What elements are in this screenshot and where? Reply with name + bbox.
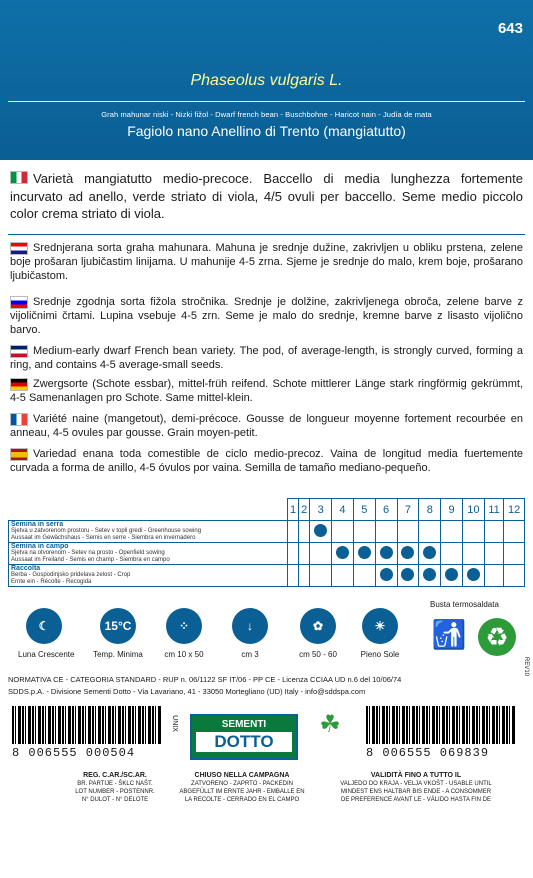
revision-code: REV10	[523, 656, 529, 676]
month-cell: 3	[310, 499, 332, 521]
divider	[8, 234, 525, 235]
description-es: Variedad enana toda comestible de ciclo medio-precoz. Vaina de longitud media fuertemente curvada a forma de anillo, 4-5 óvulos por vaina. Semilla de tamaño mediano-pequeño.	[10, 448, 523, 474]
icon-group: ↓ cm 3	[224, 608, 276, 659]
active-month-dot	[314, 524, 327, 537]
barcode-left: 8 006555 000504	[12, 706, 162, 762]
moon-icon: ☾	[26, 608, 62, 644]
calendar-cell	[310, 521, 332, 543]
active-month-dot	[336, 546, 349, 559]
calendar-cell	[463, 543, 485, 565]
active-month-dot	[401, 568, 414, 581]
month-cell: 9	[441, 499, 463, 521]
calendar-cell	[353, 565, 375, 587]
barcode-bars	[12, 706, 162, 744]
active-month-dot	[358, 546, 371, 559]
sementi-dotto-logo: SEMENTI DOTTO	[190, 714, 298, 760]
unix-label: UNIX	[170, 715, 178, 732]
calendar-cell	[299, 565, 310, 587]
month-cell: 6	[375, 499, 397, 521]
icon-group: ✿ cm 50 - 60	[292, 608, 344, 659]
barcode-right: 8 006555 069839	[366, 706, 516, 762]
calendar-cell	[419, 543, 441, 565]
calendar-cell	[397, 565, 419, 587]
translated-names: Grah mahunar niski - Nizki fižol - Dwarf french bean - Buschbohne - Haricot nain - Judía de mata	[101, 110, 432, 119]
clover-certification-icon: ☘	[319, 711, 341, 738]
calendar-cell	[484, 543, 503, 565]
temperature-icon: 15°C	[100, 608, 136, 644]
active-month-dot	[423, 568, 436, 581]
legal-info: NORMATIVA CE - CATEGORIA STANDARD - RUP n. 06/1122 SF IT/06 - PP CE - Licenza CCIAA UD n.6 del 10/06/74 SDDS.p.A. - Divisione Sementi Dotto - Via Lavariano, 41 - 33050 Mortegliano (UD) Italy - info@sddspa.com	[8, 675, 402, 696]
description-hr: Srednjerana sorta graha mahunara. Mahuna je srednje dužine, zakrivljen u obliku prstena, zelene boje prošaran ljubičastim linijama. U mahunije 4-5 zrna. Sjeme je srednje do malo, krem boje, prošarano ljubičastom.	[10, 242, 523, 282]
calendar-cell	[288, 543, 299, 565]
footer-packed: CHIUSO NELLA CAMPAGNA ZATVORENO - ZAPRTO - PACKEDIN ABGEFÜLLT IM ERNTE JAHR - EMBALLE EN LA RECOLTE - CERRADO EN EL CAMPO	[179, 772, 305, 803]
flag-si-icon	[10, 296, 28, 309]
month-cell: 10	[463, 499, 485, 521]
calendar-header	[9, 499, 525, 521]
month-cell: 1	[288, 499, 299, 521]
active-month-dot	[380, 546, 393, 559]
month-cell: 11	[484, 499, 503, 521]
calendar-cell	[504, 565, 525, 587]
flag-it-icon	[10, 171, 28, 184]
active-month-dot	[380, 568, 393, 581]
calendar-cell	[419, 565, 441, 587]
calendar-cell	[332, 521, 354, 543]
depth-icon: ↓	[232, 608, 268, 644]
active-month-dot	[445, 568, 458, 581]
calendar-cell	[463, 521, 485, 543]
flag-hr-icon	[10, 242, 28, 255]
calendar-cell	[397, 521, 419, 543]
recycle-icon: ♻	[478, 618, 516, 656]
flag-en-icon	[10, 345, 28, 358]
calendar-cell	[484, 521, 503, 543]
calendar-cell	[299, 521, 310, 543]
flag-de-icon	[10, 378, 28, 391]
sun-icon: ☀	[362, 608, 398, 644]
harvest-days-icon: ✿	[300, 608, 336, 644]
calendar-cell	[484, 565, 503, 587]
calendar-cell	[332, 543, 354, 565]
calendar-cell	[397, 543, 419, 565]
header	[0, 0, 533, 160]
calendar-row-harvest: Raccolta Berba - Gospodinjsko pridelava zelost - Crop Ernte ein - Récolte - Recogida	[9, 565, 525, 587]
calendar-cell	[310, 543, 332, 565]
flag-fr-icon	[10, 413, 28, 426]
common-name: Fagiolo nano Anellino di Trento (mangiatutto)	[127, 123, 406, 139]
description-it: Varietà mangiatutto medio-precoce. Baccello di media lunghezza fortemente incurvato ad anello, verde striato di viola, 4/5 ovuli per baccello. Seme medio piccolo color crema striato di viola.	[10, 171, 523, 221]
active-month-dot	[423, 546, 436, 559]
description-de: Zwergsorte (Schote essbar), mittel-früh reifend. Schote mittlerer Länge stark ringförmig gekrümmt, 4-5 Samenanlagen pro Schote. Same mittel-klein.	[10, 378, 523, 404]
description-si: Srednje zgodnja sorta fižola stročnika. Srednje je dolžine, zakrivljenega obroča, zelene barve z vijoličnimi črtami. Lupina vsebuje 4-5 zrn. Seme je malo do srednje, kremne barve z lisasto vijolično barvo.	[10, 296, 523, 336]
description-fr: Variété naine (mangetout), demi-précoce. Gousse de longueur moyenne fortement recourbée en anneau, 4-5 ovules par gousse. Grain moyen-petit.	[10, 413, 523, 439]
calendar-cell	[353, 521, 375, 543]
active-month-dot	[401, 546, 414, 559]
sowing-calendar	[8, 498, 525, 587]
calendar-row-greenhouse: Semina in serra Sjetva u zatvorenom prostoru - Setev v topli gredi - Greenhouse sowing Aussaat im Gewächshaus - Semis en serre - Siembra en invernadero	[9, 521, 525, 543]
calendar-cell	[441, 543, 463, 565]
latin-name: Phaseolus vulgaris L.	[190, 72, 343, 89]
calendar-cell	[288, 565, 299, 587]
month-cell: 5	[353, 499, 375, 521]
calendar-cell	[310, 565, 332, 587]
calendar-cell	[375, 521, 397, 543]
calendar-cell	[332, 565, 354, 587]
spacing-icon: ⁘	[166, 608, 202, 644]
calendar-cell	[353, 543, 375, 565]
icon-group: 15°C Temp. Minima	[92, 608, 144, 659]
calendar-row-openfield: Semina in campo Sjetva na otvorenom - Setev na prosto - Openfield sowing Aussaat im Freiland - Semis en champ - Siembra en campo	[9, 543, 525, 565]
icon-group: ☾ Luna Crescente	[18, 608, 70, 659]
month-cell: 8	[419, 499, 441, 521]
description-en: Medium-early dwarf French bean variety. The pod, of average-length, is strongly curved, forming a ring, and contains 4-5 average-small seeds.	[10, 345, 523, 371]
barcode-bars	[366, 706, 516, 744]
icon-group: ⁘ cm 10 x 50	[158, 608, 210, 659]
calendar-cell	[375, 565, 397, 587]
calendar-cell	[504, 521, 525, 543]
recycle-person-icon: 🚮	[431, 619, 467, 650]
footer-lot: REG. C.AR./SC.AR. BR. PARTIJE - ŠKLC NAŠT. LOT NUMBER - POSTENNR. N° DULOT - N° DELOTE	[75, 772, 155, 803]
divider	[8, 101, 525, 102]
footer-validity: VALIDITÀ FINO A TUTTO IL VALJEDO DO KRAJA - VELJA VKOŠT - USABLE UNTIL MINDEST ENS HALTBAR BIS ENDE - A CONSOMMER DE PREFERENCE AVANT LE - VÁLIDO HASTA FIN DE	[340, 772, 492, 803]
month-cell: 2	[299, 499, 310, 521]
month-cell: 7	[397, 499, 419, 521]
month-cell: 4	[332, 499, 354, 521]
icon-group: ☀ Pieno Sole	[354, 608, 406, 659]
calendar-cell	[419, 521, 441, 543]
calendar-cell	[463, 565, 485, 587]
flag-es-icon	[10, 448, 28, 461]
calendar-cell	[504, 543, 525, 565]
calendar-cell	[375, 543, 397, 565]
calendar-cell	[441, 521, 463, 543]
active-month-dot	[467, 568, 480, 581]
calendar-cell	[288, 521, 299, 543]
calendar-cell	[441, 565, 463, 587]
packaging-label: Busta termosaldata	[430, 600, 499, 609]
month-cell: 12	[504, 499, 525, 521]
product-code: 643	[497, 20, 523, 37]
calendar-cell	[299, 543, 310, 565]
